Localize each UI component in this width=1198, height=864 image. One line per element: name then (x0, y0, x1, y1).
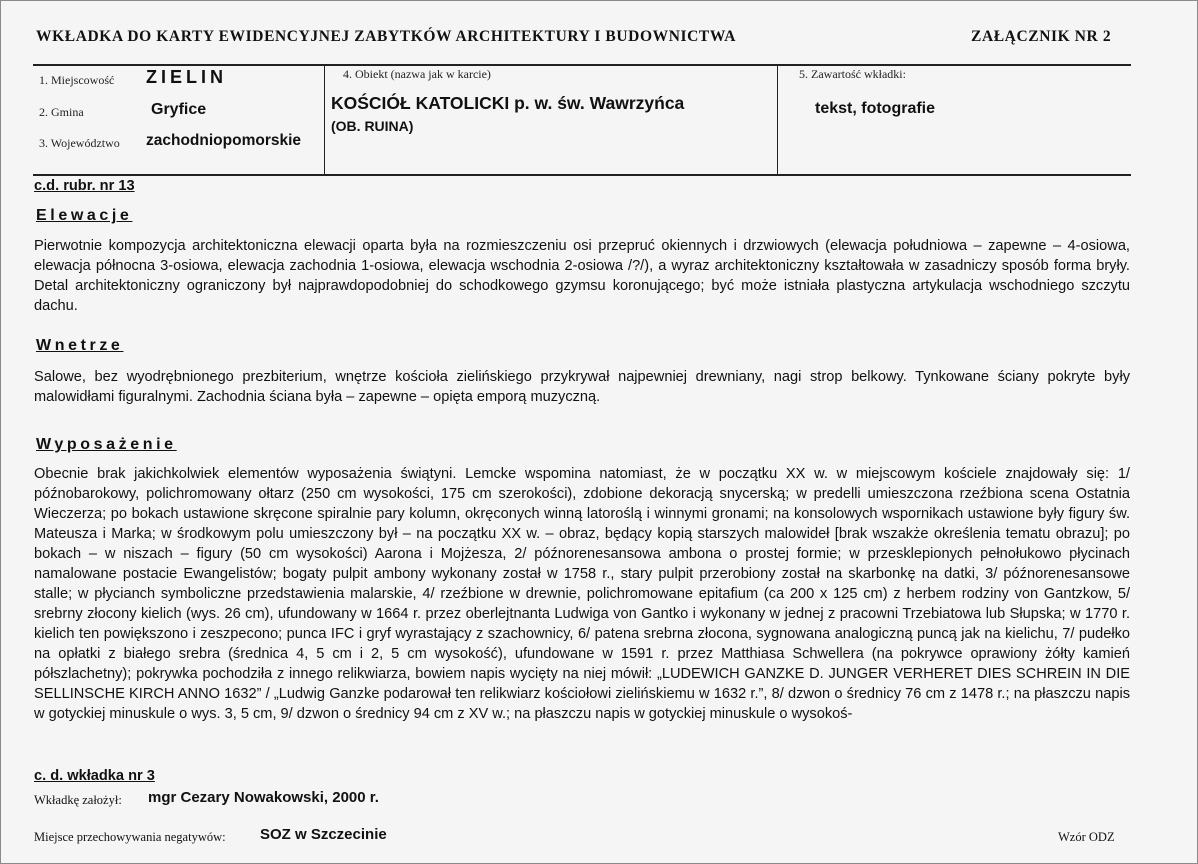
section-text-wnetrze: Salowe, bez wyodrębnionego prezbiterium, wnętrze kościoła zielińskiego przykrywał najpewniej drewniany, nagi strop belkowy. Tynkowane ściany pokryte były malowidłami figuralnymi. Zachodnia ściana była – zapewne – opięta emporą muzyczną. (34, 369, 1130, 405)
obiekt-label: 4. Obiekt (nazwa jak w karcie) (343, 67, 491, 81)
miejscowosc-value: ZIELIN (146, 67, 227, 87)
document-title: WKŁADKA DO KARTY EWIDENCYJNEJ ZABYTKÓW ARCHITEKTURY I BUDOWNICTWA (36, 28, 737, 45)
section-heading-elewacje: Elewacje (36, 207, 133, 224)
author-label: Wkładkę założył: (34, 793, 122, 807)
section-text-elewacje: Pierwotnie kompozycja architektoniczna elewacji oparta była na rozmieszczeniu osi przepruć okiennych i drzwiowych (elewacja południowa – zapewne – 4-osiowa, elewacja północna 3-osiowa, elewacja zachodnia 1-osiowa, elewacja wschodnia 2-osiowa /?/), a wyraz architektoniczny kształtowała w zasadniczy sposób forma bryły. Detal architektoniczny ograniczony był najprawdopodobniej do schodkowego gzymsu koronującego; być może istniała plastyczna artykulacja wschodniego szczytu dachu. (34, 238, 1130, 314)
section-heading-wyposazenie: Wyposażenie (36, 436, 177, 453)
header-bottom-rule (33, 174, 1131, 176)
zawartosc-value: tekst, fotografie (815, 100, 936, 117)
storage-label: Miejsce przechowywania negatywów: (34, 830, 226, 844)
continuation-reference: c.d. rubr. nr 13 (34, 178, 135, 194)
column-divider-2 (777, 66, 778, 174)
gmina-label: 2. Gmina (39, 105, 84, 119)
header-top-rule (33, 64, 1131, 66)
obiekt-value: KOŚCIÓŁ KATOLICKI p. w. św. Wawrzyńca (331, 93, 685, 113)
wojewodztwo-value: zachodniopomorskie (146, 132, 302, 149)
author-value: mgr Cezary Nowakowski, 2000 r. (148, 789, 379, 806)
next-insert-reference: c. d. wkładka nr 3 (34, 768, 155, 784)
section-heading-wnetrze: Wnetrze (36, 337, 124, 354)
obiekt-note: (OB. RUINA) (331, 118, 414, 134)
annex-number: ZAŁĄCZNIK NR 2 (971, 28, 1112, 45)
column-divider-1 (324, 66, 325, 174)
gmina-value: Gryfice (151, 101, 207, 118)
wojewodztwo-label: 3. Województwo (39, 136, 120, 150)
zawartosc-label: 5. Zawartość wkładki: (799, 67, 906, 81)
form-model-label: Wzór ODZ (1058, 830, 1115, 844)
section-text-wyposazenie: Obecnie brak jakichkolwiek elementów wyposażenia świątyni. Lemcke wspomina natomiast, że w początku XX w. w miejscowym kościele znajdowały się: 1/ późnobarokowy, polichromowany ołtarz (250 cm wysokości, 175 cm szerokości), zdobione dekoracją snycerską; w predelli umieszczona rzeźbiona scena Ostatnia Wieczerza; po bokach ustawione skręcone spiralnie pary kolumn, okręconych winną latoroślą i winnymi gronami; na konsolowych wspornikach ustawione były figury św. Mateusza i Marka; w środkowym polu umieszczony był – na początku XX w. – obraz, będący kopią starszych malowideł [brak wszakże określenia tematu obrazu]; po bokach – w niszach – figury (50 cm wysokości) Aarona i Mojżesza, 2/ późnorenesansowa ambona o prostej formie; w przesklepionych pełnołukowo płycinach namalowane postacie Ewangelistów; bogaty pulpit ambony wykonany został w 1758 r., stary pulpit przerobiony został na skarbonkę na datki, 3/ późnorenesansowe stalle; w płycianch symboliczne przedstawienia malarskie, 4/ rzeźbione w drewnie, polichromowane epitafium (ca 200 x 125 cm) z herbem rodziny von Gantzkow, 5/ srebrny złocony kielich (wys. 26 cm), ufundowany w 1664 r. przez oberlejtnanta Ludwiga von Gantko i wykonany w jednej z pracowni Trzebiatowa lub Słupska; w 1770 r. kielich ten powiększono i zeszpecono; punca IFC i gryf wyrastający z szachownicy, 6/ patena srebrna złocona, sygnowana analogiczną puncą jak na kielichu, 7/ pudełko na opłatki z białego srebra (średnica 4, 5 cm i 2, 5 cm wysokość), ufundowane w 1591 r. przez Matthiasa Schwellera (na pokrywce oprawiony żółty kamień półszlachetny); pokrywka pochodziła z innego relikwiarza, bowiem napis wycięty na niej mówił: „LUDEWICH GANZKE D. JUNGER VERHERET DIES SCHREIN IN DIE SELLINSCHE KIRCH ANNO 1632” / „Ludwig Ganzke podarował ten relikwiarz kościołowi zielińskiemu w 1632 r.”, 8/ dzwon o średnicy 76 cm z 1478 r.; na płaszczu napis w gotyckiej minuskule o wys. 3, 5 cm, 9/ dzwon o średnicy 94 cm z XV w.; na płaszczu napis w gotyckiej minuskule o wysokoś- (34, 466, 1130, 722)
miejscowosc-label: 1. Miejscowość (39, 73, 115, 87)
storage-value: SOZ w Szczecinie (260, 826, 387, 843)
